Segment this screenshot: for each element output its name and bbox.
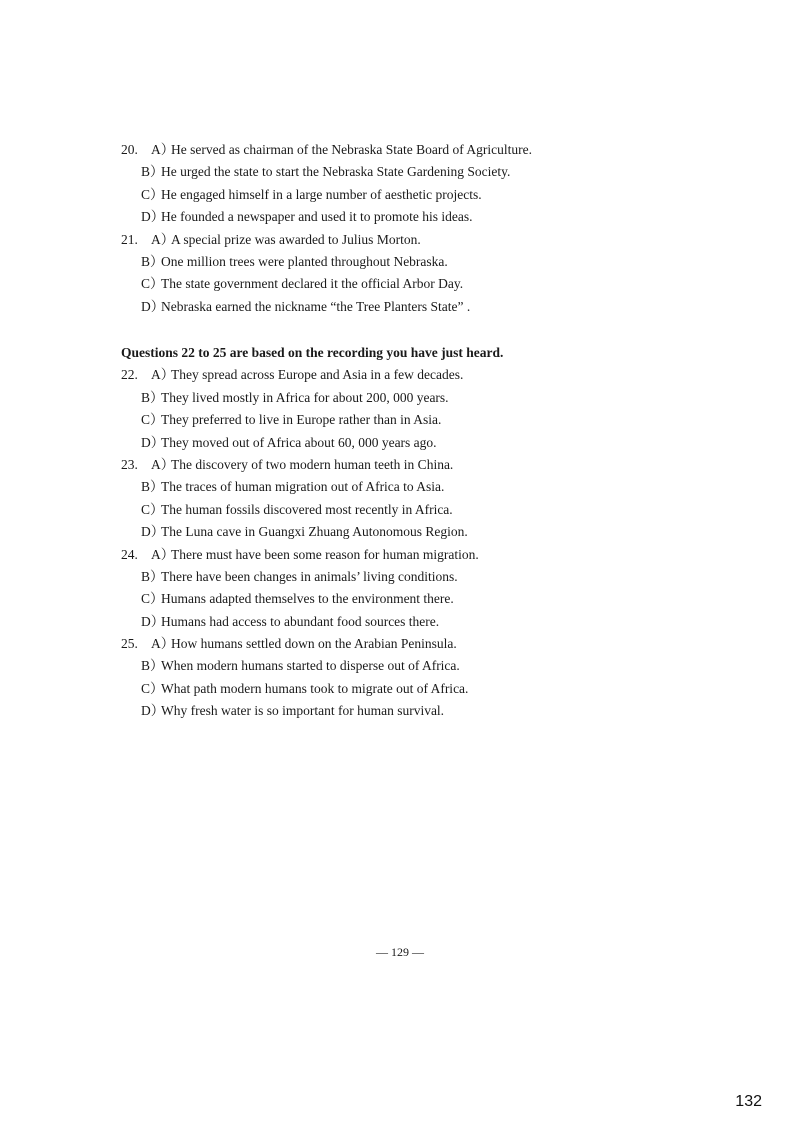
option-text: They moved out of Africa about 60, 000 years ago.: [161, 434, 437, 450]
question-number: 20.: [121, 142, 138, 157]
question-21-option-4: [121, 298, 721, 320]
question-25-option-1: [121, 635, 721, 657]
option-text: How humans settled down on the Arabian Peninsula.: [171, 636, 457, 652]
question-25-option-2: [121, 657, 721, 679]
option-text: He founded a newspaper and used it to promote his ideas.: [161, 209, 473, 225]
option-letter: D）: [141, 613, 165, 629]
question-22-option-4: [121, 434, 721, 456]
option-text: Humans adapted themselves to the environment there.: [161, 591, 454, 607]
option-letter: D）: [141, 298, 165, 314]
option-text: He served as chairman of the Nebraska State Board of Agriculture.: [171, 142, 532, 157]
option-text: What path modern humans took to migrate out of Africa.: [161, 680, 469, 696]
option-letter: D）: [141, 524, 165, 540]
question-20-option-2: [121, 163, 721, 185]
question-24-option-1: [121, 546, 721, 568]
question-20-option-1: [121, 141, 721, 163]
question-20-option-3: [121, 186, 721, 208]
question-24-option-2: [121, 568, 721, 590]
option-letter: A）: [151, 367, 175, 383]
option-text: The discovery of two modern human teeth in China.: [171, 456, 454, 472]
option-text: They lived mostly in Africa for about 200, 000 years.: [161, 389, 449, 405]
option-text: The traces of human migration out of Africa to Asia.: [161, 479, 445, 495]
question-23-option-2: [121, 478, 721, 500]
option-text: When modern humans started to disperse out of Africa.: [161, 658, 460, 674]
question-20-option-4: [121, 208, 721, 230]
question-25-option-3: [121, 680, 721, 702]
question-21-option-1: [121, 231, 721, 253]
option-text: Why fresh water is so important for human survival.: [161, 703, 445, 719]
option-letter: A）: [151, 546, 175, 562]
option-text: Humans had access to abundant food sources there.: [161, 613, 440, 629]
option-text: The Luna cave in Guangxi Zhuang Autonomous Region.: [161, 524, 468, 540]
page-folio: — 129 —: [376, 945, 424, 959]
question-block-20-21: [121, 141, 721, 320]
option-letter: B）: [141, 389, 164, 405]
option-letter: C）: [141, 276, 164, 292]
option-letter: D）: [141, 209, 165, 225]
question-number: 24.: [121, 546, 138, 562]
option-letter: C）: [141, 680, 164, 696]
option-letter: C）: [141, 412, 164, 428]
question-22-option-3: [121, 411, 721, 433]
question-22-option-1: [121, 366, 721, 388]
option-letter: A）: [151, 636, 175, 652]
option-text: Nebraska earned the nickname “the Tree Planters State” .: [161, 298, 471, 314]
question-block-22-25: [121, 344, 721, 725]
question-23-option-4: [121, 523, 721, 545]
question-number: 25.: [121, 636, 138, 652]
option-text: The state government declared it the official Arbor Day.: [161, 276, 464, 292]
option-text: They spread across Europe and Asia in a few decades.: [171, 367, 464, 383]
question-list-22-25: [121, 366, 721, 724]
option-text: He engaged himself in a large number of aesthetic projects.: [161, 186, 482, 202]
option-text: There must have been some reason for human migration.: [171, 546, 479, 562]
option-text: There have been changes in animals’ living conditions.: [161, 568, 458, 584]
option-letter: C）: [141, 501, 164, 517]
option-letter: B）: [141, 479, 164, 495]
question-23-option-3: [121, 501, 721, 523]
option-text: A special prize was awarded to Julius Morton.: [171, 231, 421, 247]
question-number: 23.: [121, 456, 138, 472]
option-text: One million trees were planted throughout Nebraska.: [161, 253, 448, 269]
question-24-option-3: [121, 590, 721, 612]
option-letter: D）: [141, 703, 165, 719]
question-number: 22.: [121, 367, 138, 383]
question-25-option-4: [121, 702, 721, 724]
option-letter: A）: [151, 142, 175, 157]
option-letter: A）: [151, 231, 175, 247]
option-text: They preferred to live in Europe rather than in Asia.: [161, 412, 442, 428]
option-letter: B）: [141, 253, 164, 269]
option-letter: B）: [141, 164, 164, 180]
question-23-option-1: [121, 456, 721, 478]
question-22-option-2: [121, 389, 721, 411]
option-letter: B）: [141, 568, 164, 584]
question-24-option-4: [121, 613, 721, 635]
option-letter: A）: [151, 456, 175, 472]
question-21-option-3: [121, 275, 721, 297]
option-letter: D）: [141, 434, 165, 450]
option-letter: C）: [141, 186, 164, 202]
question-21-option-2: [121, 253, 721, 275]
option-text: He urged the state to start the Nebraska State Gardening Society.: [161, 164, 511, 180]
page-number: 132: [735, 1093, 762, 1110]
option-text: The human fossils discovered most recently in Africa.: [161, 501, 453, 517]
option-letter: C）: [141, 591, 164, 607]
section-heading: Questions 22 to 25 are based on the recording you have just heard.: [121, 345, 504, 360]
option-letter: B）: [141, 658, 164, 674]
question-number: 21.: [121, 231, 138, 247]
